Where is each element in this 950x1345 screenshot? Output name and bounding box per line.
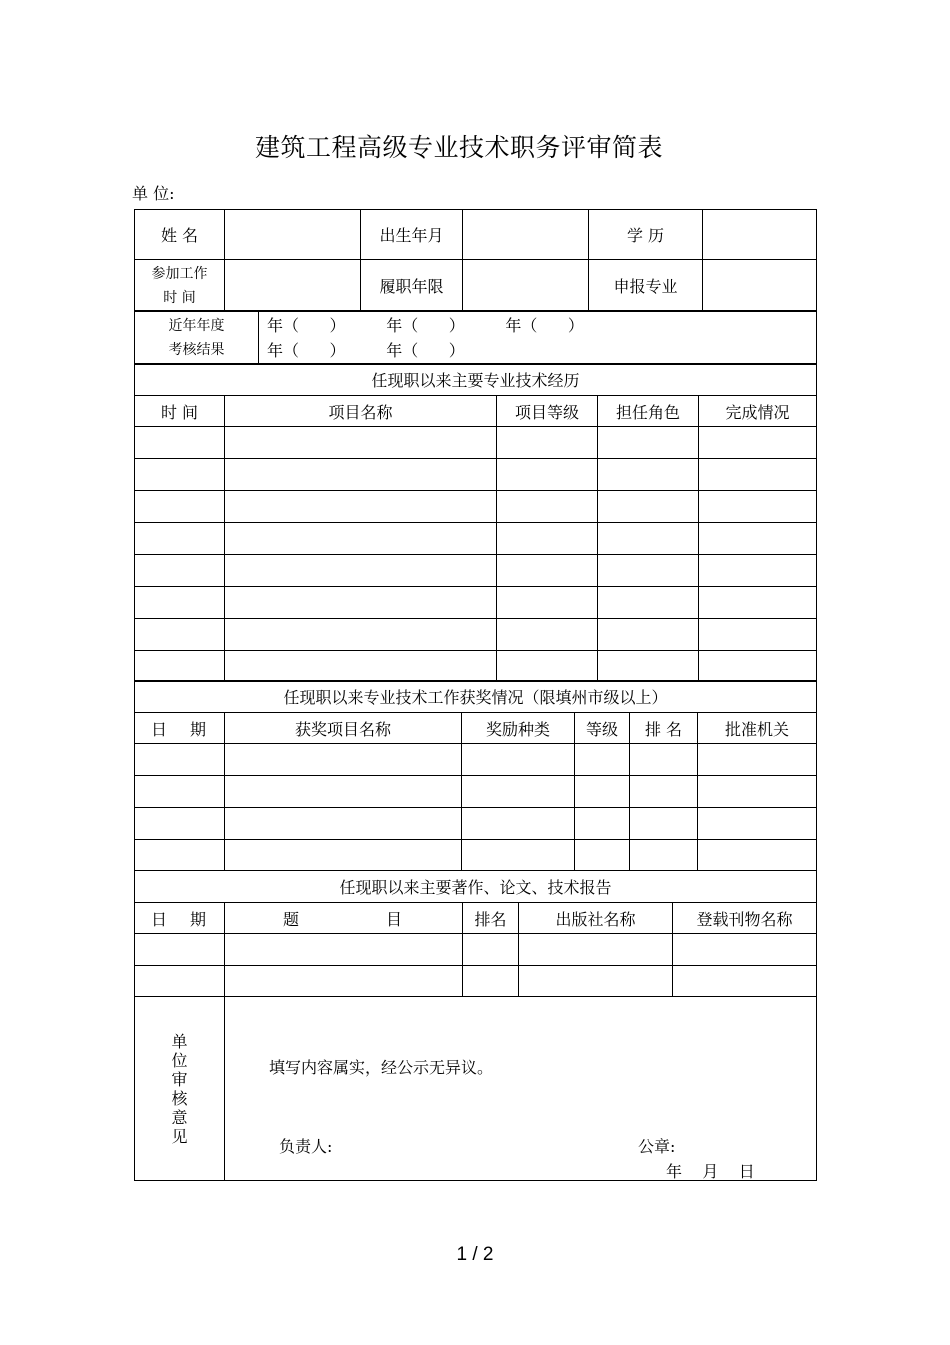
cell[interactable] <box>135 966 225 997</box>
cell[interactable] <box>598 459 699 491</box>
cell[interactable] <box>598 651 699 682</box>
cell[interactable] <box>462 744 575 776</box>
awards-column-headers <box>135 713 817 744</box>
assessment-field[interactable] <box>259 311 817 365</box>
table-row <box>135 587 817 619</box>
cell[interactable] <box>698 744 817 776</box>
specialty-field[interactable] <box>703 260 817 312</box>
awards-header-type: 奖励种类 <box>462 713 575 744</box>
cell[interactable] <box>135 808 225 840</box>
assessment-table <box>134 310 817 365</box>
name-field[interactable] <box>225 210 361 260</box>
cell[interactable] <box>699 427 817 459</box>
specialty-label: 申报专业 <box>589 260 703 312</box>
cell[interactable] <box>630 808 698 840</box>
cell[interactable] <box>462 776 575 808</box>
tenure-label: 履职年限 <box>361 260 463 312</box>
cell[interactable] <box>497 427 598 459</box>
cell[interactable] <box>673 934 817 966</box>
cell[interactable] <box>598 587 699 619</box>
publications-header-date: 日 期 <box>135 903 225 934</box>
cell[interactable] <box>699 459 817 491</box>
table-row <box>135 651 817 682</box>
experience-column-headers <box>135 396 817 427</box>
cell[interactable] <box>699 555 817 587</box>
cell[interactable] <box>673 966 817 997</box>
cell[interactable] <box>598 555 699 587</box>
cell[interactable] <box>135 491 225 523</box>
table-row <box>135 555 817 587</box>
cell[interactable] <box>135 587 225 619</box>
assessment-years-line-1: 年（ ） 年（ ） 年（ ） <box>267 315 584 335</box>
experience-table <box>134 363 817 682</box>
assessment-years-line-2: 年（ ） 年（ ） <box>267 340 465 360</box>
basic-info-table <box>134 209 817 312</box>
birth-label: 出生年月 <box>361 210 463 260</box>
assessment-label: 近年年度 考核结果 <box>135 311 259 365</box>
cell[interactable] <box>598 619 699 651</box>
cell[interactable] <box>497 651 598 682</box>
cell[interactable] <box>463 934 519 966</box>
unit-label: 单 位: <box>132 184 175 203</box>
assessment-row <box>135 311 817 365</box>
cell[interactable] <box>462 840 575 871</box>
birth-field[interactable] <box>463 210 589 260</box>
cell[interactable] <box>135 555 225 587</box>
cell[interactable] <box>225 619 497 651</box>
opinion-row <box>135 997 817 1181</box>
cell[interactable] <box>463 966 519 997</box>
table-row <box>135 934 817 966</box>
experience-section-header <box>135 364 817 396</box>
cell[interactable] <box>135 427 225 459</box>
cell[interactable] <box>497 555 598 587</box>
awards-header-project: 获奖项目名称 <box>225 713 462 744</box>
page-number: 1 / 2 <box>456 1244 494 1265</box>
publications-header-publisher: 出版社名称 <box>519 903 673 934</box>
cell[interactable] <box>630 744 698 776</box>
table-row <box>135 744 817 776</box>
cell[interactable] <box>225 651 497 682</box>
cell[interactable] <box>225 459 497 491</box>
cell[interactable] <box>225 840 462 871</box>
cell[interactable] <box>497 619 598 651</box>
responsible-person-label: 负责人: <box>279 1137 333 1156</box>
cell[interactable] <box>630 776 698 808</box>
cell[interactable] <box>598 491 699 523</box>
opinion-field[interactable] <box>225 997 817 1181</box>
work-start-field[interactable] <box>225 260 361 312</box>
table-row <box>135 459 817 491</box>
table-row <box>135 619 817 651</box>
education-label: 学 历 <box>589 210 703 260</box>
cell[interactable] <box>698 776 817 808</box>
opinion-label-cell <box>135 997 225 1181</box>
publications-section-title: 任现职以来主要著作、论文、技术报告 <box>135 871 817 903</box>
cell[interactable] <box>135 459 225 491</box>
awards-section-header <box>135 681 817 713</box>
work-start-label: 参加工作 时 间 <box>135 260 225 312</box>
awards-header-authority: 批准机关 <box>698 713 817 744</box>
basic-row-1 <box>135 210 817 260</box>
cell[interactable] <box>519 934 673 966</box>
experience-header-project: 项目名称 <box>225 396 497 427</box>
experience-header-time: 时 间 <box>135 396 225 427</box>
experience-header-status: 完成情况 <box>699 396 817 427</box>
awards-table <box>134 680 817 871</box>
cell[interactable] <box>699 523 817 555</box>
cell[interactable] <box>598 523 699 555</box>
awards-header-grade: 等级 <box>575 713 630 744</box>
cell[interactable] <box>519 966 673 997</box>
cell[interactable] <box>135 744 225 776</box>
publications-section-header <box>135 871 817 903</box>
cell[interactable] <box>135 934 225 966</box>
publications-header-rank: 排名 <box>463 903 519 934</box>
cell[interactable] <box>225 491 497 523</box>
cell[interactable] <box>575 776 630 808</box>
experience-header-level: 项目等级 <box>497 396 598 427</box>
cell[interactable] <box>575 808 630 840</box>
cell[interactable] <box>698 840 817 871</box>
cell[interactable] <box>575 744 630 776</box>
cell[interactable] <box>497 587 598 619</box>
opinion-date-line: 年 月 日 <box>666 1162 755 1181</box>
table-row <box>135 776 817 808</box>
cell[interactable] <box>699 587 817 619</box>
table-row <box>135 840 817 871</box>
basic-row-2 <box>135 260 817 312</box>
experience-header-role: 担任角色 <box>598 396 699 427</box>
opinion-label: 单位审核意见 <box>171 1031 188 1146</box>
cell[interactable] <box>225 808 462 840</box>
publications-table <box>134 870 817 1181</box>
cell[interactable] <box>462 808 575 840</box>
name-label: 姓 名 <box>135 210 225 260</box>
table-row <box>135 491 817 523</box>
cell[interactable] <box>699 651 817 682</box>
cell[interactable] <box>135 776 225 808</box>
cell[interactable] <box>135 523 225 555</box>
awards-header-date: 日 期 <box>135 713 225 744</box>
education-field[interactable] <box>703 210 817 260</box>
cell[interactable] <box>135 651 225 682</box>
tenure-field[interactable] <box>463 260 589 312</box>
cell[interactable] <box>497 523 598 555</box>
table-row <box>135 808 817 840</box>
cell[interactable] <box>598 427 699 459</box>
table-row <box>135 523 817 555</box>
table-row <box>135 427 817 459</box>
cell[interactable] <box>497 459 598 491</box>
cell[interactable] <box>225 587 497 619</box>
cell[interactable] <box>699 491 817 523</box>
awards-section-title: 任现职以来专业技术工作获奖情况（限填州市级以上） <box>135 681 817 713</box>
opinion-statement: 填写内容属实，经公示无异议。 <box>269 1058 494 1077</box>
publications-column-headers <box>135 903 817 934</box>
cell[interactable] <box>225 523 497 555</box>
cell[interactable] <box>225 427 497 459</box>
cell[interactable] <box>225 776 462 808</box>
publications-header-title: 题 目 <box>225 903 463 934</box>
cell[interactable] <box>497 491 598 523</box>
awards-header-rank: 排 名 <box>630 713 698 744</box>
cell[interactable] <box>698 808 817 840</box>
cell[interactable] <box>225 966 463 997</box>
cell[interactable] <box>575 840 630 871</box>
cell[interactable] <box>630 840 698 871</box>
cell[interactable] <box>225 555 497 587</box>
form-title: 建筑工程高级专业技术职务评审简表 <box>254 133 663 162</box>
cell[interactable] <box>135 619 225 651</box>
cell[interactable] <box>225 934 463 966</box>
cell[interactable] <box>699 619 817 651</box>
experience-section-title: 任现职以来主要专业技术经历 <box>135 364 817 396</box>
publications-header-journal: 登载刊物名称 <box>673 903 817 934</box>
cell[interactable] <box>225 744 462 776</box>
table-row <box>135 966 817 997</box>
cell[interactable] <box>135 840 225 871</box>
official-seal-label: 公章: <box>638 1137 676 1156</box>
